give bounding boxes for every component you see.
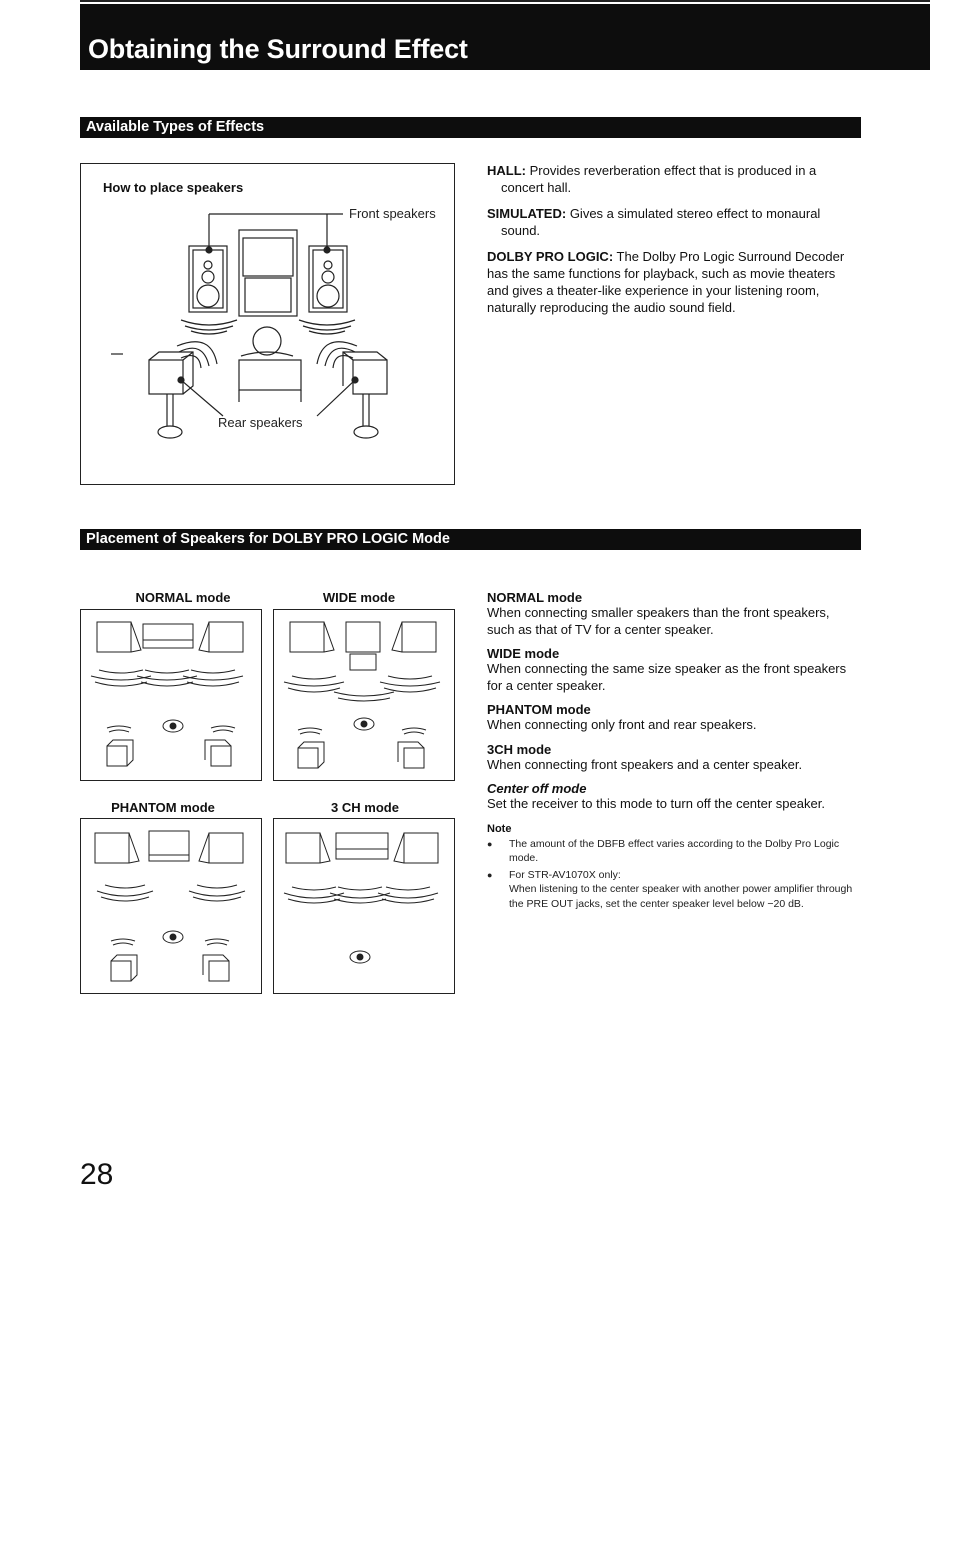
wide-mode-diagram [273, 609, 455, 781]
normal-mode-illustration [81, 610, 261, 780]
mode-center-off: Center off mode Set the receiver to this mode to turn off the center speaker. [487, 781, 825, 811]
note-item: ● The amount of the DBFB effect varies according to the Dolby Pro Logic mode. [487, 837, 859, 866]
section-heading: Placement of Speakers for DOLBY PRO LOGIC Mode [86, 531, 450, 547]
page-title: Obtaining the Surround Effect [88, 34, 468, 64]
effects-list [487, 162, 859, 316]
note-item-continued: When listening to the center speaker with another power amplifier through the PRE OUT jacks, set the center speaker level below −20 dB. [509, 883, 853, 910]
note-item: ● For STR-AV1070X only: [487, 868, 859, 883]
effect-hall: HALL: Provides reverberation effect that is produced in a concert hall. [487, 163, 817, 195]
phantom-mode-illustration [81, 819, 261, 993]
3ch-mode-illustration [274, 819, 454, 993]
mode-normal: NORMAL mode When connecting smaller speakers than the front speakers, such as that of TV for a center speaker. [487, 590, 830, 637]
mode-phantom: PHANTOM mode When connecting only front and rear speakers. [487, 702, 757, 732]
diagram-heading: How to place speakers [103, 180, 244, 195]
speaker-room-illustration [81, 164, 454, 484]
top-rule [80, 0, 930, 2]
section-header-effects [80, 117, 861, 138]
note-block [487, 823, 859, 912]
note-heading: Note [487, 822, 512, 835]
speaker-placement-diagram [80, 163, 455, 485]
normal-mode-label: NORMAL mode [135, 590, 231, 605]
rear-speakers-label: Rear speakers [218, 415, 303, 430]
phantom-mode-label: PHANTOM mode [111, 800, 215, 815]
wide-mode-illustration [274, 610, 454, 780]
note-list [487, 837, 859, 912]
mode-3ch: 3CH mode When connecting front speakers and a center speaker. [487, 741, 803, 772]
title-bar [80, 4, 930, 70]
section-header-placement [80, 529, 861, 550]
effect-dolby-pro-logic: DOLBY PRO LOGIC: The Dolby Pro Logic Surround Decoder has the same functions for playback, such as movie theaters and gives a theater-like experience in your listening room, naturally reproducing the audio sound field. [487, 249, 845, 315]
phantom-mode-diagram [80, 818, 262, 994]
wide-mode-label: WIDE mode [322, 590, 396, 605]
section-heading: Available Types of Effects [86, 119, 265, 135]
front-speakers-label: Front speakers [349, 206, 436, 221]
mode-descriptions [487, 590, 859, 913]
3ch-mode-diagram [273, 818, 455, 994]
3ch-mode-label: 3 CH mode [331, 800, 399, 815]
effect-simulated: SIMULATED: Gives a simulated stereo effect to monaural sound. [487, 206, 821, 238]
mode-wide: WIDE mode When connecting the same size speaker as the front speakers for a center speaker. [487, 646, 847, 693]
normal-mode-diagram [80, 609, 262, 781]
page-number: 28 [80, 1158, 114, 1191]
